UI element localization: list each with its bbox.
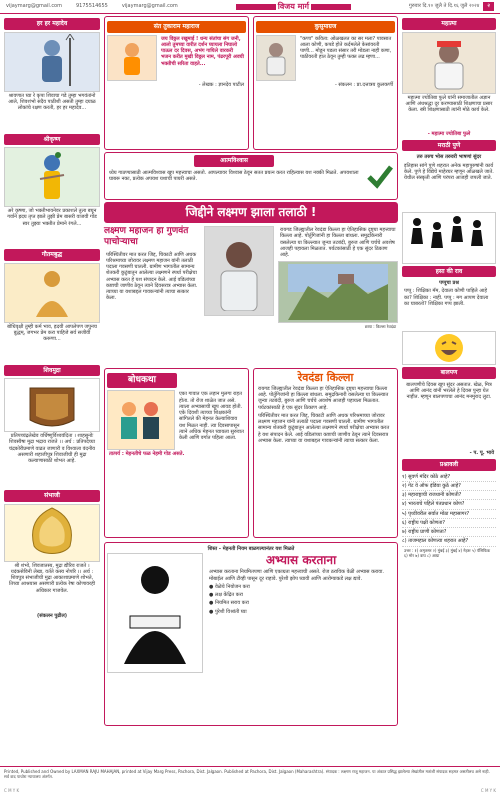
mahatma-image (402, 32, 496, 94)
tukaram-body (107, 35, 246, 81)
motivation-box (104, 152, 398, 200)
feature-kusumagraj (253, 16, 398, 150)
section-head-quiz: प्रश्नावली (402, 459, 496, 471)
header-date: गुरुवार दि.१० जुलै ते दि.१६ जुलै २०२४ (408, 3, 480, 10)
cmyk-left: C M Y K (4, 788, 20, 793)
kids-head: बोधकथा (107, 373, 177, 388)
study-body (107, 553, 395, 673)
fort-icon (288, 264, 388, 320)
right-column (402, 16, 496, 559)
kusumagraj-author: - संकलन : प्रा.दत्तात्रय कुलकर्णी (334, 81, 393, 88)
fort-head: रेवदंडा किल्ला (297, 371, 354, 384)
logo-bar-left (236, 4, 276, 10)
mahatma-author: - महात्मा ज्योतिबा फुले (427, 130, 471, 137)
kids-body (107, 390, 246, 450)
quiz-answers: उत्तर : १) अमृतसर २) मुंबई ३) मुंबई ४) नेहरू ५) पॅसिफिक ६) मोर ७) वाघ ८) आग्रा (404, 547, 491, 558)
reading-silhouette-icon (110, 558, 200, 668)
tukaram-image (107, 35, 157, 81)
quiz-list (402, 473, 496, 547)
krishna-poem: अरे कृष्णा, जो भक्तीभावनेवर प्रकाशले तुला बघून गर्वाने ह्रदय तृप्त झाले तुझी प्रेम बासरी वाजवी गोड स्वर तुझ्या भक्तीत प्रेमाने रंगले... (7, 208, 97, 227)
lower-features (104, 368, 398, 540)
quiz-item: ७) राष्ट्रीय प्राणी कोणता? (402, 528, 496, 537)
seal-icon (24, 506, 80, 560)
logo-text: विजय मार्ग (277, 1, 310, 11)
page-number: २ (483, 2, 494, 10)
laughing-face-icon (433, 332, 465, 364)
masthead-logo (236, 2, 351, 12)
kids-story (104, 368, 249, 538)
section-head-joke: हसा की राव (402, 266, 496, 278)
study-point-4: ● पुरेशी विश्रांती घ्या (209, 608, 247, 615)
jumping-people-image (402, 212, 496, 264)
saint-icon (112, 38, 152, 78)
study-intro: शिस्त - मेहनती नियम बाळगल्यानंतर यश मिळते (207, 546, 295, 552)
section-head-shivmudra: शिवमुद्रा (4, 365, 100, 377)
study-text: अभ्यास करताना नियमितपणा आणि एकाग्रता महत्त्वाची असते. रोज ठराविक वेळी अभ्यास करावा. मोबाईल आणि टीव्ही पासून दूर राहावे. पुरेशी झोप घ्यावी आणि आरोग्याकडे लक्ष द्यावे. (209, 569, 384, 582)
shivmudra-seal (4, 378, 100, 432)
marathi-text: इतिहास सांगे पुणे शहरात अनेक महापुरुषांनी कार्य केले. पुणे हे विद्येचे माहेरघर म्हणून ओळखले जाते. येथील संस्कृती आणि परंपरा आजही जपली जाते. (404, 162, 494, 181)
main-story (104, 226, 398, 368)
quiz-item: १) सुवर्ण मंदिर कोठे आहे? (402, 473, 496, 482)
sambhaji-seal (4, 504, 100, 562)
middle-column (104, 16, 398, 728)
study-point-3: ● नियमित सराव करा (209, 600, 249, 607)
section-head-childhood: बालपण (402, 367, 496, 379)
fort-caption: छाया : किल्ला रेवदंडा (364, 324, 396, 330)
fort-text-extra: परिस्थितीवर मात करत जिद्द, चिकाटी आणि अथक परिश्रमाच्या जोरावर लक्ष्मण महाजन यांनी तलाठी पदाला गवसणी घातली. ग्रामीण भागातील सामान्य शेतकरी कुटुंबातून आलेल्या लक्ष्मणने स्पर्धा परीक्षेचा अभ्यास करत हे यश संपादन केले. आई वडिलांच्या कष्टाची जाणीव ठेवून त्याने दिवसरात्र अभ्यास केला. त्याच्या या यशाबद्दल गावकऱ्यांनी त्याचा सत्कार केला. (258, 412, 390, 444)
quiz-item: ५) पृथ्वीवरील सर्वात मोठा महासागर? (402, 510, 496, 519)
kusumagraj-head: कुसुमाग्रज (256, 21, 395, 33)
kusumagraj-body (256, 35, 395, 81)
kids-text: एका गावात एक लहान मुलगा राहत होता. तो रोज शाळेत जात असे. त्याला अभ्यासाची खूप आवड होती. एके दिवशी त्याच्या शिक्षकांनी सांगितले की मेहनत केल्याशिवाय यश मिळत नाही. त्या दिवसापासून त्याने अधिक मेहनत घ्यायला सुरुवात केली आणि वर्गात पहिला आला. (179, 391, 244, 441)
section-head-marathi-pune: मराठी पुणे (402, 140, 496, 152)
krishna-image (4, 147, 100, 207)
study-head: अभ्यास करताना (265, 553, 337, 568)
buddha-icon (22, 265, 82, 321)
childhood-author: - प. पू. भावे (469, 449, 494, 456)
laugh-emoji (402, 331, 496, 365)
joke-sub: पप्पूचा प्रश्न (439, 280, 459, 286)
page-header (0, 0, 500, 14)
fort-photo (278, 261, 398, 323)
main-story-text-cont: रायगड जिल्ह्यातील रेवदंडा किल्ला हा ऐतिहासिक दृष्ट्या महत्त्वाचा किल्ला आहे. पोर्तुगिजांनी हा किल्ला बांधला. समुद्रकिनारी वसलेल्या या किल्ल्यात जुन्या तटबंदी, बुरुज आणि चर्चचे अवशेष आजही पहायला मिळतात. पर्यटकांसाठी हे एक सुंदर ठिकाण आहे. (280, 227, 396, 258)
buddha-poem: बोधिवृक्षी तुम्ही कर्म भाव, ह्रदयी आपलेपण जपुनच बुद्धम्, जगभर प्रेम करा पाहिजे सर्व सजीवी करूणा... (7, 323, 97, 342)
joke-text: पप्पू : शिक्षिका मॅम, देवाला कोणी पाहिले आहे का? शिक्षिका : नाही. पप्पू : मग आपण देवाला का घाबरतो? शिक्षिका गप्प झाली. (404, 288, 489, 307)
childhood-text: बालपणीचे दिवस खूप सुंदर असतात. खेळ, मित्र आणि आनंद यांनी भरलेले हे दिवस पुन्हा येत नाहीत. म्हणून बालपणाचा आनंद मनमुराद लुटा. (406, 381, 492, 401)
main-story-right (278, 226, 398, 368)
fort-text: रायगड जिल्ह्यातील रेवदंडा किल्ला हा ऐतिहासिक दृष्ट्या महत्त्वाचा किल्ला आहे. पोर्तुगिजांनी हा किल्ला बांधला. समुद्रकिनारी वसलेल्या या किल्ल्यात जुन्या तटबंदी, बुरुज आणि चर्चचे अवशेष आजही पहायला मिळतात. पर्यटकांसाठी हे एक सुंदर ठिकाण आहे. (258, 385, 389, 411)
tukaram-head: संत तुकाराम महाराज (107, 21, 246, 33)
quiz-item: ६) राष्ट्रीय पक्षी कोणता? (402, 519, 496, 528)
cmyk-right: C M Y K (480, 788, 496, 793)
motivation-head: आत्मविश्वास (194, 155, 274, 167)
quiz-item: ४) भारताचे पहिले पंतप्रधान कोण? (402, 500, 496, 509)
header-phone: 9175514655 (76, 3, 108, 10)
shiva-image (4, 32, 100, 92)
main-story-left (104, 226, 200, 368)
main-story-photo (204, 226, 274, 316)
mahatma-text: महात्मा ज्योतिबा फुले यांनी समाजातील अज्ञान आणि अंधश्रद्धा दूर करण्यासाठी शिक्षणाचा प्रसार केला. स्त्री शिक्षणासाठी त्यांनी मोठे कार्य केले. (405, 94, 493, 113)
section-head-buddha: गौतमबुद्ध (4, 249, 100, 261)
tukaram-verse: जय विठ्ठल रखुमाई ! धन्य संतांचा संग जनी, आलो तुमच्या वारीत दर्शन घ्यायला निघालो पाऊल दर दिवस, अभंग गायिले वारकरी भजन करीत मुखी विठ्ठल नाम, पंढरपूरी अवघी भक्तीची सरिता वाहते... (161, 35, 244, 67)
cmyk-strip (0, 788, 500, 794)
krishna-icon (22, 149, 82, 205)
sambhaji-author: (संकलन पुढील) (36, 612, 68, 619)
marathi-sub: तरु तरुच भोस तरुवरी भाषणां सुंदर (416, 154, 482, 161)
quiz-item: ८) ताजमहाल कोणत्या शहरात आहे? (402, 537, 496, 546)
motivation-text: ध्येय गाठण्यासाठी आत्मविश्वास खूप महत्त्वाचा असतो. आपल्यावर विश्वास ठेवून सतत प्रयत्न करत राहिल्यास यश नक्की मिळते. अपयशाला घाबरू नका, प्रत्येक अपयश यशाची पायरी असते. (109, 169, 359, 182)
sambhaji-text: श्री शंभो, शिवजातस्य, मुद्रा द्यौरिव राजते । यदंकसेविनी लेखा, वर्तते कस्य नोपरि ।। अर्थ : शिवपुत्र संभाजीची मुद्रा आकाशाप्रमाणे शोभते, तिच्या आश्रयास असणारी प्रत्येक रेषा कोणावरही अधिकार गाजवेल. (8, 562, 96, 594)
jumping-silhouettes-icon (405, 214, 493, 262)
shivmudra-text: प्रतिपच्चंद्रलेखेव वर्धिष्णुर्विश्ववंदिता । शाहसुनोः शिवस्यैषा मुद्रा भद्राय राजते ।। अर्थ : प्रतिपदेच्या चंद्रकोरीप्रमाणे वाढत जाणारी व विश्वाला वंदनीय असणारी शहाजीपुत्र शिवाजीची ही मुद्रा कल्याणासाठी शोभत आहे. (8, 433, 96, 464)
fort-feature (253, 368, 398, 538)
main-subheadline: लक्ष्मण महाजन हा गुणवंत पाचोऱ्याचा (104, 226, 189, 248)
portrait-icon (259, 38, 293, 78)
shiva-icon (22, 34, 82, 90)
portrait-icon (421, 35, 477, 91)
header-email-2[interactable]: vijaymarg@gmail.com (121, 3, 178, 10)
kids-moral: तात्पर्य : मेहनतीचे फळ नेहमी गोड असते. (109, 451, 185, 458)
shiva-poem: श्रावणात घ्या रे कृपा शिवाचा गडे तुम्हा भगवंतांनो आले, शिवशंभो सदैव पाठीशी असती तुम्हा दयाळ लोकांचे रक्षण करती, हर हर महादेव... (8, 92, 96, 111)
section-head-mahatma: महात्मा (402, 18, 496, 30)
quiz-item: २) गेट वे ऑफ इंडिया कुठे आहे? (402, 482, 496, 491)
person-icon (209, 231, 269, 311)
study-right (207, 553, 395, 673)
logo-bar-right (311, 4, 351, 10)
main-story-text: परिस्थितीवर मात करत जिद्द, चिकाटी आणि अथक परिश्रमाच्या जोरावर लक्ष्मण महाजन यांनी तलाठी पदाला गवसणी घातली. ग्रामीण भागातील सामान्य शेतकरी कुटुंबातून आलेल्या लक्ष्मणने स्पर्धा परीक्षेचा अभ्यास करत हे यश संपादन केले. आई वडिलांच्या कष्टाची जाणीव ठेवून त्याने दिवसरात्र अभ्यास केला. त्याच्या या यशाबद्दल गावकऱ्यांनी त्याचा सत्कार केला. (106, 251, 198, 302)
top-features (104, 16, 398, 152)
buddha-image (4, 263, 100, 323)
study-point-1: ● वेळेचे नियोजन करा (209, 583, 250, 590)
kids-illustration (107, 390, 175, 450)
imprint-footer: Printed, Published and Owned by LAXMAN RAJU MAHAJAN, printed at Vijay Marg Press, Pachora, Dist. Jalgaon. Published at Pachora, Dist. Jalgaon (Maharashtra). संपादक : लक्ष्मण राजू महाजन. या अंकात प्रसिद्ध झालेल्या लेखांतील मतांशी संपादक सहमत असतीलच असे नाही. सर्व वाद पाचोरा न्यायालय अंतर्गत. (0, 766, 500, 788)
section-head-shiva: हर हर महादेव (4, 18, 100, 30)
header-email[interactable]: vijaymarg@gmail.com (6, 3, 62, 10)
kusumagraj-image (256, 35, 296, 81)
study-illustration (107, 553, 203, 673)
motivation-body (107, 155, 361, 197)
study-section (104, 542, 398, 726)
section-head-krishna: श्रीकृष्ण (4, 134, 100, 146)
quiz-item: ३) महाराष्ट्राची राजधानी कोणती? (402, 491, 496, 500)
left-column (4, 16, 100, 620)
tukaram-author: - लेखक : ज्ञानदेव पाटील (198, 81, 244, 88)
section-head-sambhaji: संभाजी (4, 490, 100, 502)
main-headline: जिद्दीने लक्ष्मण झाला तलाठी ! (104, 202, 398, 223)
children-icon (111, 393, 171, 447)
study-point-2: ● लक्ष केंद्रित करा (209, 592, 243, 598)
seal-icon (24, 380, 80, 430)
feature-tukaram (104, 16, 249, 150)
checkmark-icon (365, 161, 395, 191)
kusumagraj-poem: "कणा" कविता: ओळखलत का सर मला? पावसात आला कोणी, कपडे होते कर्दमलेले केसांवरती पाणी... मोडून पडला संसार तरी मोडला नाही कणा, पाठीवरती हात ठेवून तुम्ही फक्त लढ म्हणा... (300, 35, 392, 61)
